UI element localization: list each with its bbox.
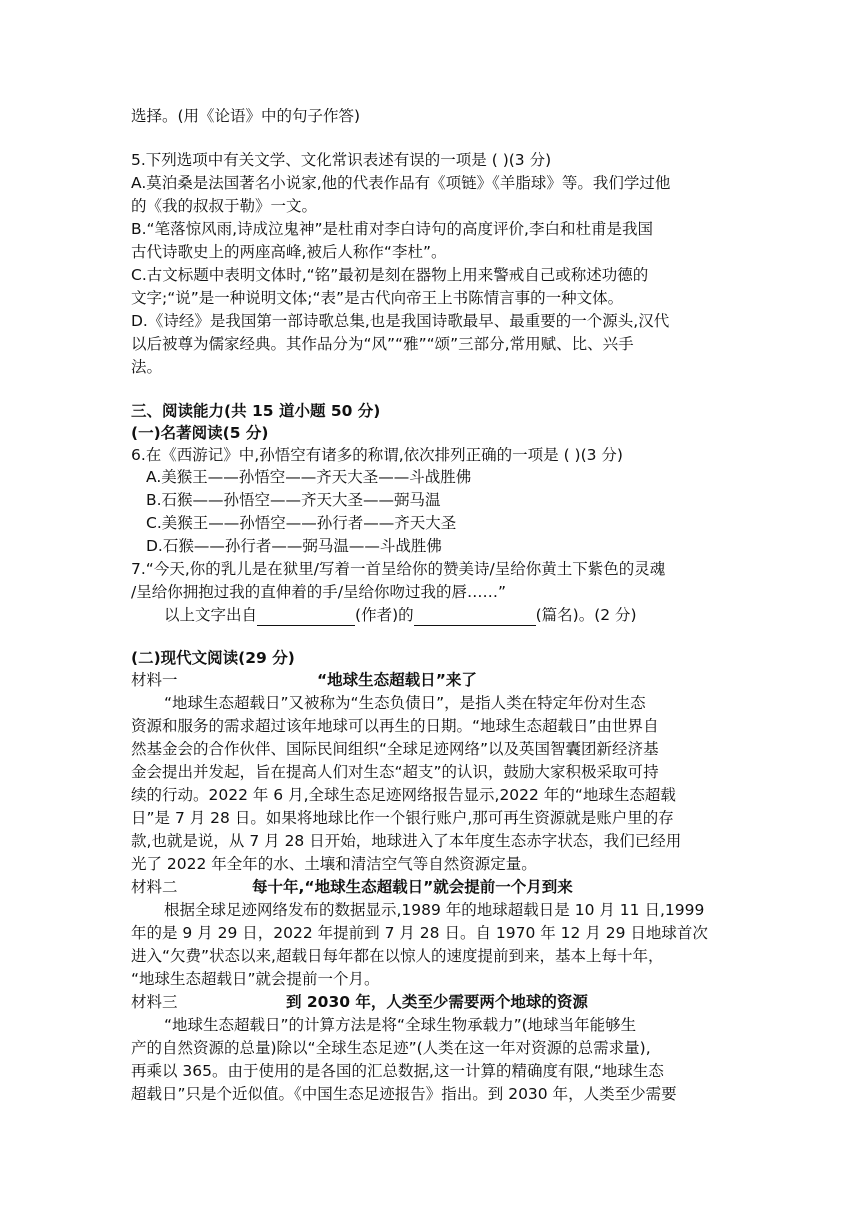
material3-line3: 再乘以 365。由于使用的是各国的汇总数据,这一计算的精确度有限,“地球生态 <box>131 1062 664 1080</box>
part2-title: (二)现代文阅读(29 分) <box>131 649 295 667</box>
q6-stem: 6.在《西游记》中,孙悟空有诸多的称谓,依次排列正确的一项是 ( )(3 分) <box>131 446 623 464</box>
material1-line4: 金会提出并发起，旨在提高人们对生态“超支”的认识，鼓励大家积极采取可持 <box>131 763 659 781</box>
q7-prompt-a: 以上文字出自 <box>164 606 258 624</box>
material2-title: 每十年,“地球生态超载日”就会提前一个月到来 <box>252 878 573 896</box>
material3-line1: “地球生态超载日”的计算方法是将“全球生物承载力”(地球当年能够生 <box>164 1016 637 1034</box>
q5-option-a-line1: A.莫泊桑是法国著名小说家,他的代表作品有《项链》《羊脂球》等。我们学过他 <box>131 174 671 192</box>
q7-line2: /呈给你拥抱过我的直伸着的手/呈给你吻过我的唇……” <box>131 583 506 601</box>
material2-line1: 根据全球足迹网络发布的数据显示,1989 年的地球超载日是 10 月 11 日,1999 <box>164 901 705 919</box>
q6-option-d: D.石猴——孙行者——弼马温——斗战胜佛 <box>146 537 442 555</box>
material2-line2: 年的是 9 月 29 日，2022 年提前到 7 月 28 日。自 1970 年 12 月 29 日地球首次 <box>131 924 708 942</box>
q5-option-c-line1: C.古文标题中表明文体时,“铭”最初是刻在器物上用来警戒自己或称述功德的 <box>131 266 649 284</box>
q5-option-b-line2: 古代诗歌史上的两座高峰,被后人称作“李杜”。 <box>131 243 447 261</box>
material1-line5: 续的行动。2022 年 6 月,全球生态足迹网络报告显示,2022 年的“地球生态超载 <box>131 786 676 804</box>
q5-stem: 5.下列选项中有关文学、文化常识表述有误的一项是 ( )(3 分) <box>131 151 552 169</box>
q6-option-c: C.美猴王——孙悟空——孙行者——齐天大圣 <box>146 514 457 532</box>
material3-title: 到 2030 年，人类至少需要两个地球的资源 <box>286 993 588 1011</box>
part1-title: (一)名著阅读(5 分) <box>131 424 269 442</box>
material3-line2: 产的自然资源的总量)除以“全球生态足迹”(人类在这一年对资源的总需求量), <box>131 1039 651 1057</box>
q6-option-a: A.美猴王——孙悟空——齐天大圣——斗战胜佛 <box>146 468 472 486</box>
q7-prompt-b: (作者)的 <box>355 606 414 624</box>
material1-line1: “地球生态超载日”又被称为“生态负债日”，是指人类在特定年份对生态 <box>164 694 646 712</box>
q7-prompt-c: (篇名)。(2 分) <box>535 606 637 624</box>
material1-line8: 光了 2022 年全年的水、土壤和清洁空气等自然资源定量。 <box>131 855 537 873</box>
material2-label: 材料二 <box>131 878 178 896</box>
material2-line4: “地球生态超载日”就会提前一个月。 <box>131 970 380 988</box>
material3-label: 材料三 <box>131 993 178 1011</box>
q7-line1: 7.“今天,你的乳儿是在狱里/写着一首呈给你的赞美诗/呈给你黄土下紫色的灵魂 <box>131 560 666 578</box>
author-blank[interactable] <box>257 607 355 626</box>
material1-title: “地球生态超载日”来了 <box>317 671 477 689</box>
title-blank[interactable] <box>414 607 536 626</box>
material3-line4: 超载日”只是个近似值。《中国生态足迹报告》指出。到 2030 年，人类至少需要 <box>131 1085 677 1103</box>
q5-option-d-line1: D.《诗经》是我国第一部诗歌总集,也是我国诗歌最早、最重要的一个源头,汉代 <box>131 312 670 330</box>
material1-label: 材料一 <box>131 671 178 689</box>
material1-line2: 资源和服务的需求超过该年地球可以再生的日期。“地球生态超载日”由世界自 <box>131 717 659 735</box>
q7-prompt <box>164 604 764 626</box>
q5-option-d-line3: 法。 <box>131 358 163 376</box>
material1-line7: 款,也就是说，从 7 月 28 日开始，地球进入了本年度生态赤字状态，我们已经用 <box>131 832 682 850</box>
q5-option-b-line1: B.“笔落惊风雨,诗成泣鬼神”是杜甫对李白诗句的高度评价,李白和杜甫是我国 <box>131 220 653 238</box>
q5-option-a-line2: 的《我的叔叔于勒》一文。 <box>131 197 318 215</box>
q6-option-b: B.石猴——孙悟空——齐天大圣——弼马温 <box>146 491 441 509</box>
q5-option-c-line2: 文字;“说”是一种说明文体;“表”是古代向帝王上书陈情言事的一种文体。 <box>131 289 624 307</box>
intro-line: 选择。(用《论语》中的句子作答) <box>131 107 361 125</box>
material1-line3: 然基金会的合作伙伴、国际民间组织“全球足迹网络”以及英国智囊团新经济基 <box>131 740 659 758</box>
material2-line3: 进入“欠费”状态以来,超载日每年都在以惊人的速度提前到来，基本上每十年， <box>131 947 664 965</box>
q5-option-d-line2: 以后被尊为儒家经典。其作品分为“风”“雅”“颂”三部分,常用赋、比、兴手 <box>131 335 634 353</box>
material1-line6: 日”是 7 月 28 日。如果将地球比作一个银行账户,那可再生资源就是账户里的存 <box>131 809 674 827</box>
section3-title: 三、阅读能力(共 15 道小题 50 分) <box>131 402 381 420</box>
